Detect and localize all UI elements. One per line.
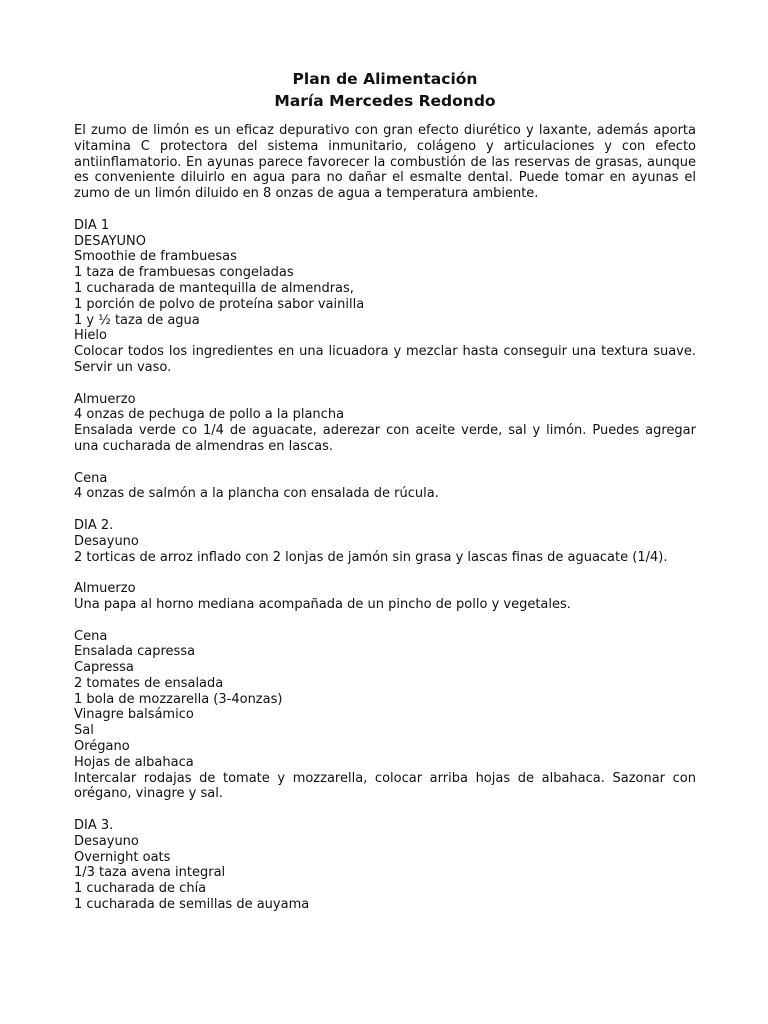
day2-dinner-item: Vinagre balsámico (74, 707, 194, 723)
day1-breakfast-item: 1 porción de polvo de proteína sabor vainilla (74, 296, 365, 312)
day3-breakfast-label: Desayuno (74, 833, 139, 849)
day1-breakfast-item: Hielo (74, 328, 107, 344)
day2-breakfast-label: Desayuno (74, 533, 139, 549)
day3-heading: DIA 3. (74, 818, 114, 834)
day2-dinner-item: Sal (74, 723, 94, 739)
day2-lunch-label: Almuerzo (74, 581, 136, 597)
day2-dinner-item: Hojas de albahaca (74, 754, 194, 770)
day3-breakfast-dish: Overnight oats (74, 849, 171, 865)
day2-dinner-item: 2 tomates de ensalada (74, 675, 224, 691)
day1-lunch-label: Almuerzo (74, 391, 136, 407)
day2-lunch-item: Una papa al horno mediana acompañada de un pincho de pollo y vegetales. (74, 596, 571, 612)
day1-dinner-label: Cena (74, 470, 108, 486)
day1-lunch-instructions: Ensalada verde co 1/4 de aguacate, aderezar con aceite verde, sal y limón. Puedes agregar una cucharada de almendras en lascas. (74, 423, 696, 454)
day1-breakfast-item: 1 cucharada de mantequilla de almendras, (74, 280, 354, 296)
intro-paragraph: El zumo de limón es un eficaz depurativo con gran efecto diurético y laxante, además aporta vitamina C protectora del sistema inmunitario, colágeno y articulaciones y con efecto antiinflamatorio. En ayunas parece favorecer la combustión de las reservas de grasas, aunque es conveniente diluirlo en agua para no dañar el esmalte dental. Puede tomar en ayunas el zumo de un limón diluido en 8 onzas de agua a temperatura ambiente. (74, 123, 696, 202)
day1-breakfast-instructions: Colocar todos los ingredientes en una licuadora y mezclar hasta conseguir una textura suave. Servir un vaso. (74, 344, 696, 375)
day2-breakfast-instructions: 2 torticas de arroz inflado con 2 lonjas de jamón sin grasa y lascas finas de aguacate (1/4). (74, 549, 668, 565)
day1-breakfast-item: 1 y ½ taza de agua (74, 312, 200, 328)
day2-heading: DIA 2. (74, 517, 114, 533)
day2-dinner-dish: Ensalada capressa (74, 644, 196, 660)
document-subtitle: María Mercedes Redondo (274, 92, 496, 110)
document-page (74, 68, 696, 913)
day3-breakfast-item: 1 cucharada de chía (74, 881, 207, 897)
day2-dinner-item: Orégano (74, 739, 130, 755)
day1-lunch-item: 4 onzas de pechuga de pollo a la plancha (74, 407, 345, 423)
day1-breakfast-dish: Smoothie de frambuesas (74, 249, 237, 265)
day1-breakfast-item: 1 taza de frambuesas congeladas (74, 265, 294, 281)
day1-breakfast-label: DESAYUNO (74, 233, 147, 249)
day2-dinner-label: Cena (74, 628, 108, 644)
day1-dinner-item: 4 onzas de salmón a la plancha con ensalada de rúcula. (74, 486, 439, 502)
day2-dinner-instructions: Intercalar rodajas de tomate y mozzarella, colocar arriba hojas de albahaca. Sazonar con orégano, vinagre y sal. (74, 770, 696, 802)
day2-dinner-item: Capressa (74, 660, 134, 676)
day1-heading: DIA 1 (74, 217, 110, 233)
day3-breakfast-item: 1 cucharada de semillas de auyama (74, 897, 310, 913)
day2-dinner-item: 1 bola de mozzarella (3-4onzas) (74, 691, 283, 707)
day3-breakfast-item: 1/3 taza avena integral (74, 865, 226, 881)
document-title: Plan de Alimentación (292, 70, 478, 88)
